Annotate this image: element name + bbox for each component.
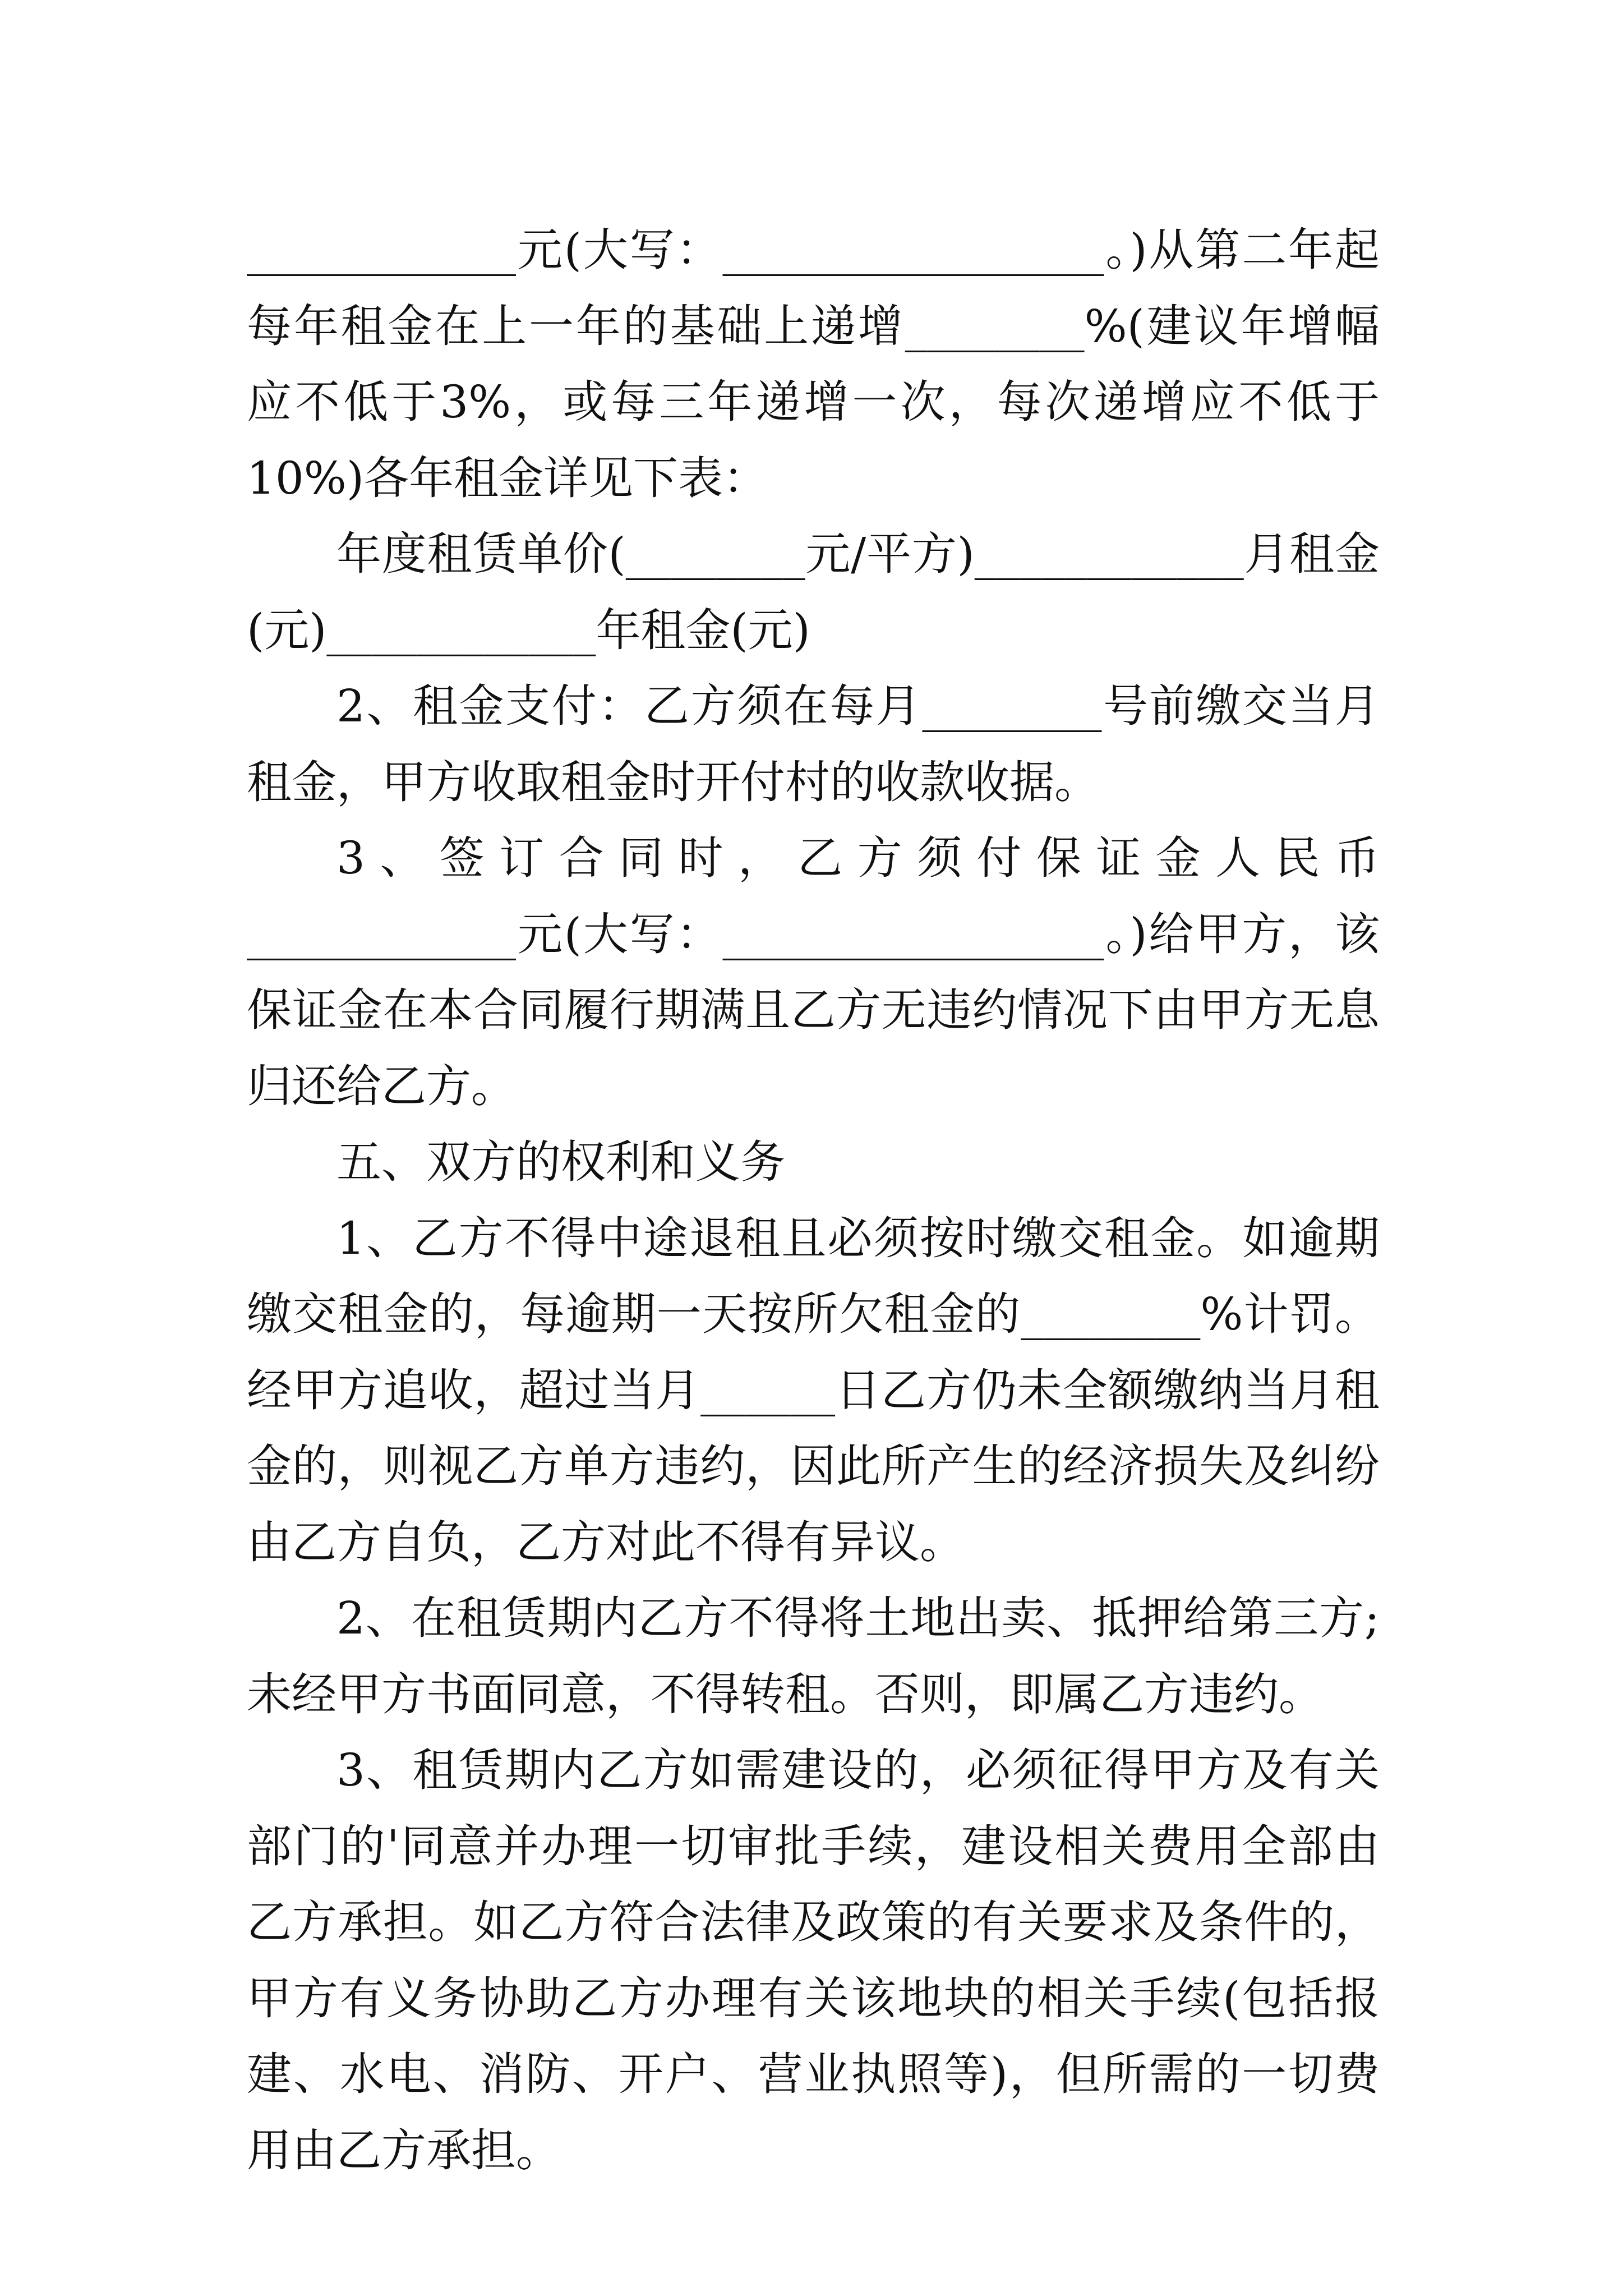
paragraph-deposit: 3、签订合同时，乙方须付保证金人民币____________元(大写：_________________。)给甲方，该保证金在本合同履行期满且乙方无违约情况下由甲方无息归还给乙方。 xyxy=(247,832,1380,1112)
paragraph-late-payment: 1、乙方不得中途退租且必须按时缴交租金。如逾期缴交租金的，每逾期一天按所欠租金的________%计罚。经甲方追收，超过当月______日乙方仍未全额缴纳当月租金的，则视乙方单方违约，因此所产生的经济损失及纠纷由乙方自负，乙方对此不得有异议。 xyxy=(247,1212,1380,1568)
document-page xyxy=(247,212,1380,2188)
paragraph-rent-payment: 2、租金支付：乙方须在每月________号前缴交当月租金，甲方收取租金时开付村的收款收据。 xyxy=(247,680,1380,808)
paragraph-rent-table: 年度租赁单价(________元/平方)____________月租金(元)____________年租金(元) xyxy=(247,528,1380,656)
section-heading-rights-obligations: 五、双方的权利和义务 xyxy=(336,1136,785,1188)
paragraph-rent-increase: ____________元(大写：_________________。)从第二年起每年租金在上一年的基础上递增________%(建议年增幅应不低于3%，或每三年递增一次，每次递增应不低于10%)各年租金详见下表： xyxy=(247,224,1380,504)
paragraph-no-sublease: 2、在租赁期内乙方不得将土地出卖、抵押给第三方;未经甲方书面同意，不得转租。否则，即属乙方违约。 xyxy=(247,1592,1380,1720)
paragraph-construction: 3、租赁期内乙方如需建设的，必须征得甲方及有关部门的'同意并办理一切审批手续，建设相关费用全部由乙方承担。如乙方符合法律及政策的有关要求及条件的，甲方有义务协助乙方办理有关该地块的相关手续(包括报建、水电、消防、开户、营业执照等)，但所需的一切费用由乙方承担。 xyxy=(247,1744,1380,2177)
